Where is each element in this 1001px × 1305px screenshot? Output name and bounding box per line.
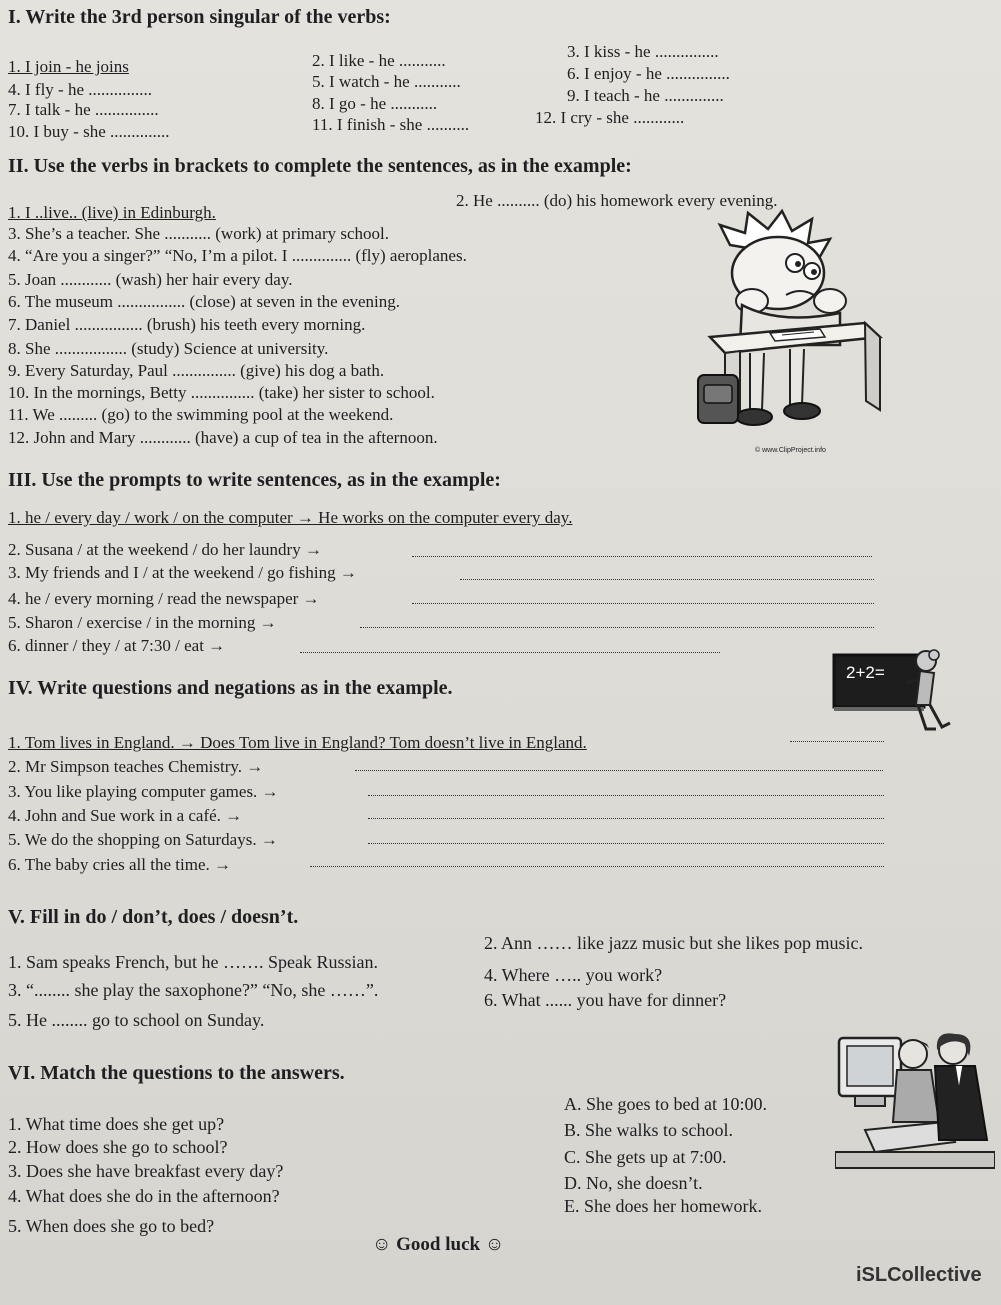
s2-item-5: 5. Joan ............ (wash) her hair every day. [8,270,293,289]
s1-item-10: 10. I buy - she .............. [8,122,170,141]
s4-item-5: 5. We do the shopping on Saturdays. → [8,830,278,849]
s6-question-4: 4. What does she do in the afternoon? [8,1186,280,1206]
section-1-heading: I. Write the 3rd person singular of the verbs: [8,6,391,28]
s6-question-2: 2. How does she go to school? [8,1137,228,1157]
s5-item-5: 5. He ........ go to school on Sunday. [8,1010,265,1030]
s6-question-1: 1. What time does she get up? [8,1114,225,1134]
blackboard-text: 2+2= [846,663,885,682]
s3-answer-line-4 [412,603,874,604]
kids-at-computer-illustration [835,1030,995,1175]
islcollective-watermark: iSLCollective [856,1264,982,1286]
s6-answer-a: A. She goes to bed at 10:00. [564,1094,767,1114]
s4-answer-line-6 [310,866,884,867]
s1-item-1: 1. I join - he joins [8,57,129,76]
s1-item-3: 3. I kiss - he ............... [567,42,719,61]
s4-answer-line-2 [355,770,883,771]
section-5-heading: V. Fill in do / don’t, does / doesn’t. [8,906,299,928]
s4-answer-line-1 [790,741,884,742]
section-4-heading: IV. Write questions and negations as in the example. [8,677,453,699]
s1-item-12: 12. I cry - she ............ [535,108,685,127]
s3-item-1: 1. he / every day / work / on the computer → He works on the computer every day. [8,508,573,527]
s2-item-2: 2. He .......... (do) his homework every evening. [456,191,778,210]
s3-answer-line-2 [412,556,872,557]
s2-item-4: 4. “Are you a singer?” “No, I’m a pilot. I .............. (fly) aeroplanes. [8,246,467,265]
s6-answer-e: E. She does her homework. [564,1196,762,1216]
s4-answer-line-4 [368,818,884,819]
blackboard-illustration [830,645,955,740]
s2-item-11: 11. We ......... (go) to the swimming pool at the weekend. [8,405,394,424]
s1-item-2: 2. I like - he ........... [312,51,446,70]
s4-answer-line-5 [368,843,884,844]
s4-answer-line-3 [368,795,884,796]
s2-item-12: 12. John and Mary ............ (have) a cup of tea in the afternoon. [8,428,438,447]
s5-item-2: 2. Ann …… like jazz music but she likes pop music. [484,933,863,953]
s3-item-6: 6. dinner / they / at 7:30 / eat → [8,636,226,655]
s6-answer-d: D. No, she doesn’t. [564,1173,703,1193]
s1-item-4: 4. I fly - he ............... [8,80,153,99]
section-3-heading: III. Use the prompts to write sentences, as in the example: [8,469,501,491]
s6-answer-c: C. She gets up at 7:00. [564,1147,727,1167]
s6-question-5: 5. When does she go to bed? [8,1216,215,1236]
s3-answer-line-6 [300,652,720,653]
s3-item-4: 4. he / every morning / read the newspaper → [8,589,320,608]
boy-at-desk-illustration [690,205,890,450]
s3-item-3: 3. My friends and I / at the weekend / go fishing → [8,563,357,582]
s3-item-5: 5. Sharon / exercise / in the morning → [8,613,277,632]
s1-item-11: 11. I finish - she .......... [312,115,470,134]
s6-question-3: 3. Does she have breakfast every day? [8,1161,284,1181]
section-2-heading: II. Use the verbs in brackets to complete the sentences, as in the example: [8,155,632,177]
s1-item-5: 5. I watch - he ........... [312,72,461,91]
s4-item-3: 3. You like playing computer games. → [8,782,279,801]
s6-answer-b: B. She walks to school. [564,1120,733,1140]
s4-item-2: 2. Mr Simpson teaches Chemistry. → [8,757,264,776]
s5-item-4: 4. Where ….. you work? [484,965,663,985]
s3-answer-line-5 [360,627,874,628]
s4-item-1: 1. Tom lives in England. → Does Tom live in England? Tom doesn’t live in England. [8,733,587,752]
section-6-heading: VI. Match the questions to the answers. [8,1062,345,1084]
clip-credit: © www.ClipProject.info [755,447,826,454]
s5-item-1: 1. Sam speaks French, but he ……. Speak Russian. [8,952,378,972]
s1-item-9: 9. I teach - he .............. [567,86,724,105]
s2-item-1: 1. I ..live.. (live) in Edinburgh. [8,203,216,222]
s2-item-8: 8. She ................. (study) Science at university. [8,339,329,358]
s3-item-2: 2. Susana / at the weekend / do her laundry → [8,540,322,559]
s5-item-6: 6. What ...... you have for dinner? [484,990,727,1010]
s1-item-7: 7. I talk - he ............... [8,100,159,119]
s3-answer-line-3 [460,579,874,580]
s2-item-9: 9. Every Saturday, Paul ............... (give) his dog a bath. [8,361,385,380]
s4-item-4: 4. John and Sue work in a café. → [8,806,243,825]
good-luck-text: ☺ Good luck ☺ [372,1234,505,1255]
s2-item-7: 7. Daniel ................ (brush) his teeth every morning. [8,315,366,334]
s2-item-3: 3. She’s a teacher. She ........... (work) at primary school. [8,224,389,243]
s1-item-8: 8. I go - he ........... [312,94,438,113]
s5-item-3: 3. “........ she play the saxophone?” “No, she ……”. [8,980,379,1000]
s1-item-6: 6. I enjoy - he ............... [567,64,730,83]
s2-item-10: 10. In the mornings, Betty ............... (take) her sister to school. [8,383,435,402]
s4-item-6: 6. The baby cries all the time. → [8,855,231,874]
s2-item-6: 6. The museum ................ (close) at seven in the evening. [8,292,401,311]
